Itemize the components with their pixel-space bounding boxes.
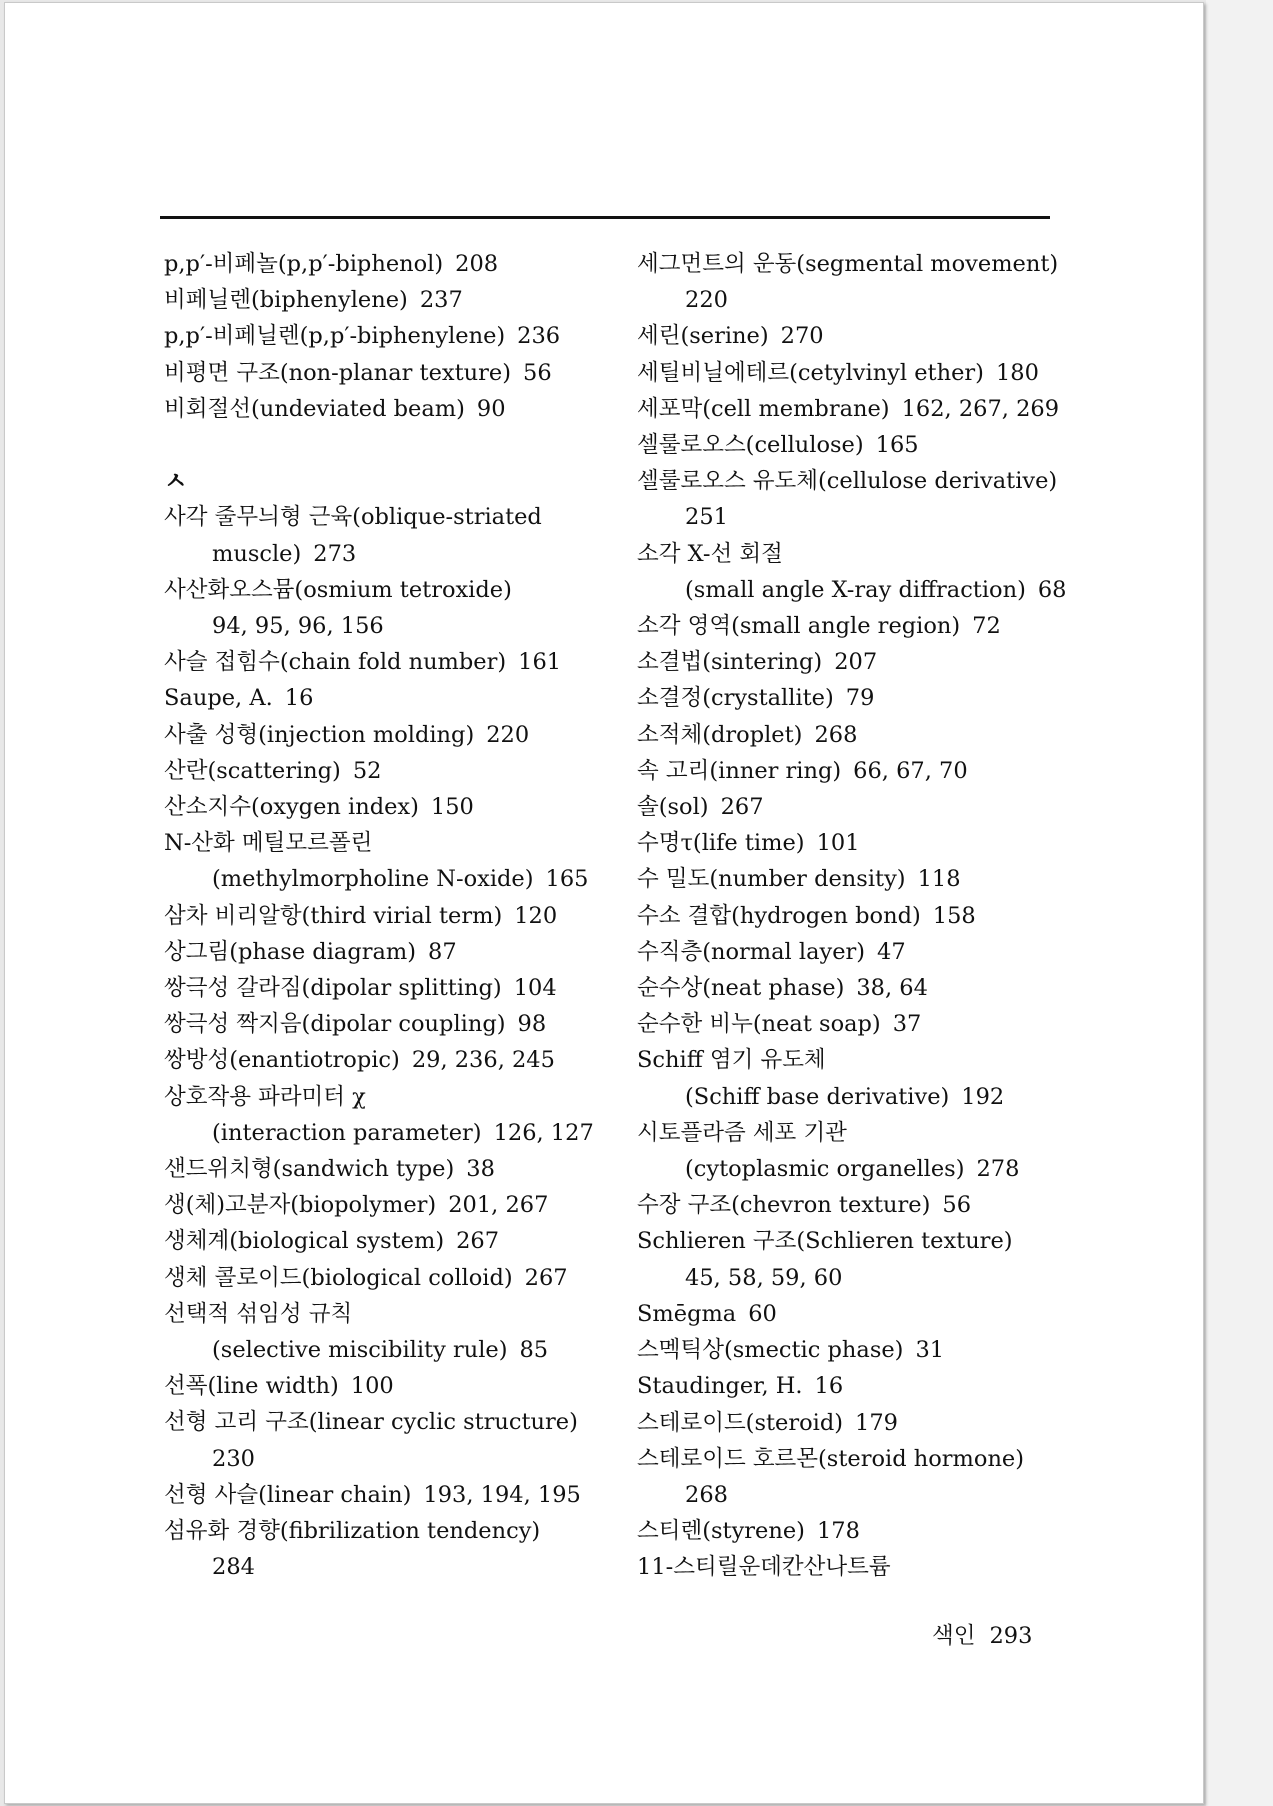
index-entry-continuation: 268: [685, 1481, 728, 1508]
index-entry: 쌍극성 짝지음(dipolar coupling) 98: [164, 1011, 547, 1038]
index-entry: 스멕틱상(smectic phase) 31: [637, 1337, 945, 1364]
index-entry: 세그먼트의 운동(segmental movement): [637, 251, 1059, 277]
section-heading: ㅅ: [164, 466, 188, 496]
index-entry: 세린(serine) 270: [637, 323, 824, 350]
index-entry: 솔(sol) 267: [637, 794, 764, 821]
index-entry: 삼차 비리알항(third virial term) 120: [164, 902, 558, 929]
index-entry: 산소지수(oxygen index) 150: [164, 794, 474, 821]
index-entry-continuation: 251: [685, 504, 728, 531]
index-entry-continuation: (interaction parameter) 126, 127: [212, 1119, 594, 1146]
index-entry: 상호작용 파라미터 χ: [164, 1083, 366, 1110]
index-entry: 수 밀도(number density) 118: [637, 866, 961, 893]
index-entry-continuation: (methylmorpholine N-oxide) 165: [212, 866, 589, 893]
index-entry: 선형 고리 구조(linear cyclic structure): [164, 1409, 578, 1436]
index-column-right: [637, 246, 1067, 1586]
index-entry: p,p′-비페닐렌(p,p′-biphenylene) 236: [164, 323, 561, 350]
index-entry-continuation: 284: [212, 1554, 255, 1581]
index-entry-continuation: muscle) 273: [212, 540, 357, 567]
index-entry: Staudinger, H. 16: [637, 1373, 844, 1400]
index-entry: 비페닐렌(biphenylene) 237: [164, 287, 463, 314]
index-entry: 선택적 섞임성 규칙: [164, 1300, 353, 1327]
index-entry: 스테로이드 호르몬(steroid hormone): [637, 1445, 1025, 1472]
index-entry: 세포막(cell membrane) 162, 267, 269: [637, 395, 1060, 422]
index-entry: 11-스티릴운데칸산나트륨: [637, 1554, 891, 1581]
index-entry: 소각 X-선 회절: [637, 540, 783, 567]
index-entry: 선형 사슬(linear chain) 193, 194, 195: [164, 1481, 581, 1508]
index-entry: 비회절선(undeviated beam) 90: [164, 395, 506, 422]
footer-label: 색인: [932, 1623, 976, 1649]
index-entry: p,p′-비페놀(p,p′-biphenol) 208: [164, 251, 499, 277]
index-entry: 생체계(biological system) 267: [164, 1228, 500, 1255]
index-entry: Saupe, A. 16: [164, 685, 314, 712]
index-entry: 상그림(phase diagram) 87: [164, 938, 457, 965]
index-entry: 셀룰로오스(cellulose) 165: [637, 432, 919, 459]
index-entry: 사각 줄무늬형 근육(oblique-striated: [164, 504, 542, 531]
index-entry: 셀룰로오스 유도체(cellulose derivative): [637, 468, 1058, 495]
index-entry: 생체 콜로이드(biological colloid) 267: [164, 1264, 568, 1291]
index-entry: 수명τ(life time) 101: [637, 830, 860, 857]
index-entry: 사출 성형(injection molding) 220: [164, 721, 530, 748]
index-entry: 순수상(neat phase) 38, 64: [637, 975, 928, 1002]
index-entry-continuation: (Schiff base derivative) 192: [685, 1083, 1005, 1110]
index-entry: 소결법(sintering) 207: [637, 649, 878, 676]
index-entry: 사슬 접힘수(chain fold number) 161: [164, 649, 562, 676]
index-entry: 수소 결합(hydrogen bond) 158: [637, 902, 976, 929]
index-entry: 소각 영역(small angle region) 72: [637, 613, 1001, 640]
index-entry-continuation: (selective miscibility rule) 85: [212, 1337, 549, 1364]
index-entry: 산란(scattering) 52: [164, 757, 382, 784]
page-number: 293: [989, 1623, 1033, 1649]
index-entry: 샌드위치형(sandwich type) 38: [164, 1156, 495, 1183]
index-entry: 스테로이드(steroid) 179: [637, 1409, 898, 1436]
index-entry: Schiff 염기 유도체: [637, 1047, 826, 1074]
index-entry-continuation: 220: [685, 287, 728, 314]
index-entry: 쌍방성(enantiotropic) 29, 236, 245: [164, 1047, 555, 1074]
index-entry: 사산화오스뮴(osmium tetroxide): [164, 576, 512, 603]
index-entry: 소결정(crystallite) 79: [637, 685, 875, 712]
index-entry: 선폭(line width) 100: [164, 1373, 394, 1400]
header-rule: [160, 216, 1050, 219]
viewer-background: [1206, 0, 1273, 1806]
index-entry: 세틸비닐에테르(cetylvinyl ether) 180: [637, 359, 1039, 386]
index-entry: 수직층(normal layer) 47: [637, 938, 906, 965]
index-entry: 섬유화 경향(fibrilization tendency): [164, 1518, 541, 1545]
index-entry: 속 고리(inner ring) 66, 67, 70: [637, 757, 968, 784]
index-entry: 쌍극성 갈라짐(dipolar splitting) 104: [164, 975, 557, 1002]
index-entry: 스티렌(styrene) 178: [637, 1518, 860, 1545]
index-entry-continuation: 45, 58, 59, 60: [685, 1264, 843, 1291]
index-entry-continuation: 230: [212, 1445, 255, 1472]
index-entry: N-산화 메틸모르폴린: [164, 830, 373, 857]
index-column-left: [164, 246, 594, 1586]
index-entry: 순수한 비누(neat soap) 37: [637, 1011, 922, 1038]
index-entry: 수장 구조(chevron texture) 56: [637, 1192, 972, 1219]
page-footer: [932, 1618, 1032, 1650]
index-entry-continuation: (small angle X-ray diffraction) 68: [685, 576, 1067, 603]
section-gap: [164, 427, 594, 463]
index-entry-continuation: 94, 95, 96, 156: [212, 613, 384, 640]
index-entry-continuation: (cytoplasmic organelles) 278: [685, 1156, 1020, 1183]
index-entry: 비평면 구조(non-planar texture) 56: [164, 359, 552, 386]
index-entry: Smēgma 60: [637, 1300, 777, 1327]
index-entry: 소적체(droplet) 268: [637, 721, 858, 748]
index-entry: 생(체)고분자(biopolymer) 201, 267: [164, 1192, 549, 1219]
index-entry: Schlieren 구조(Schlieren texture): [637, 1228, 1013, 1255]
index-entry: 시토플라즘 세포 기관: [637, 1119, 847, 1146]
